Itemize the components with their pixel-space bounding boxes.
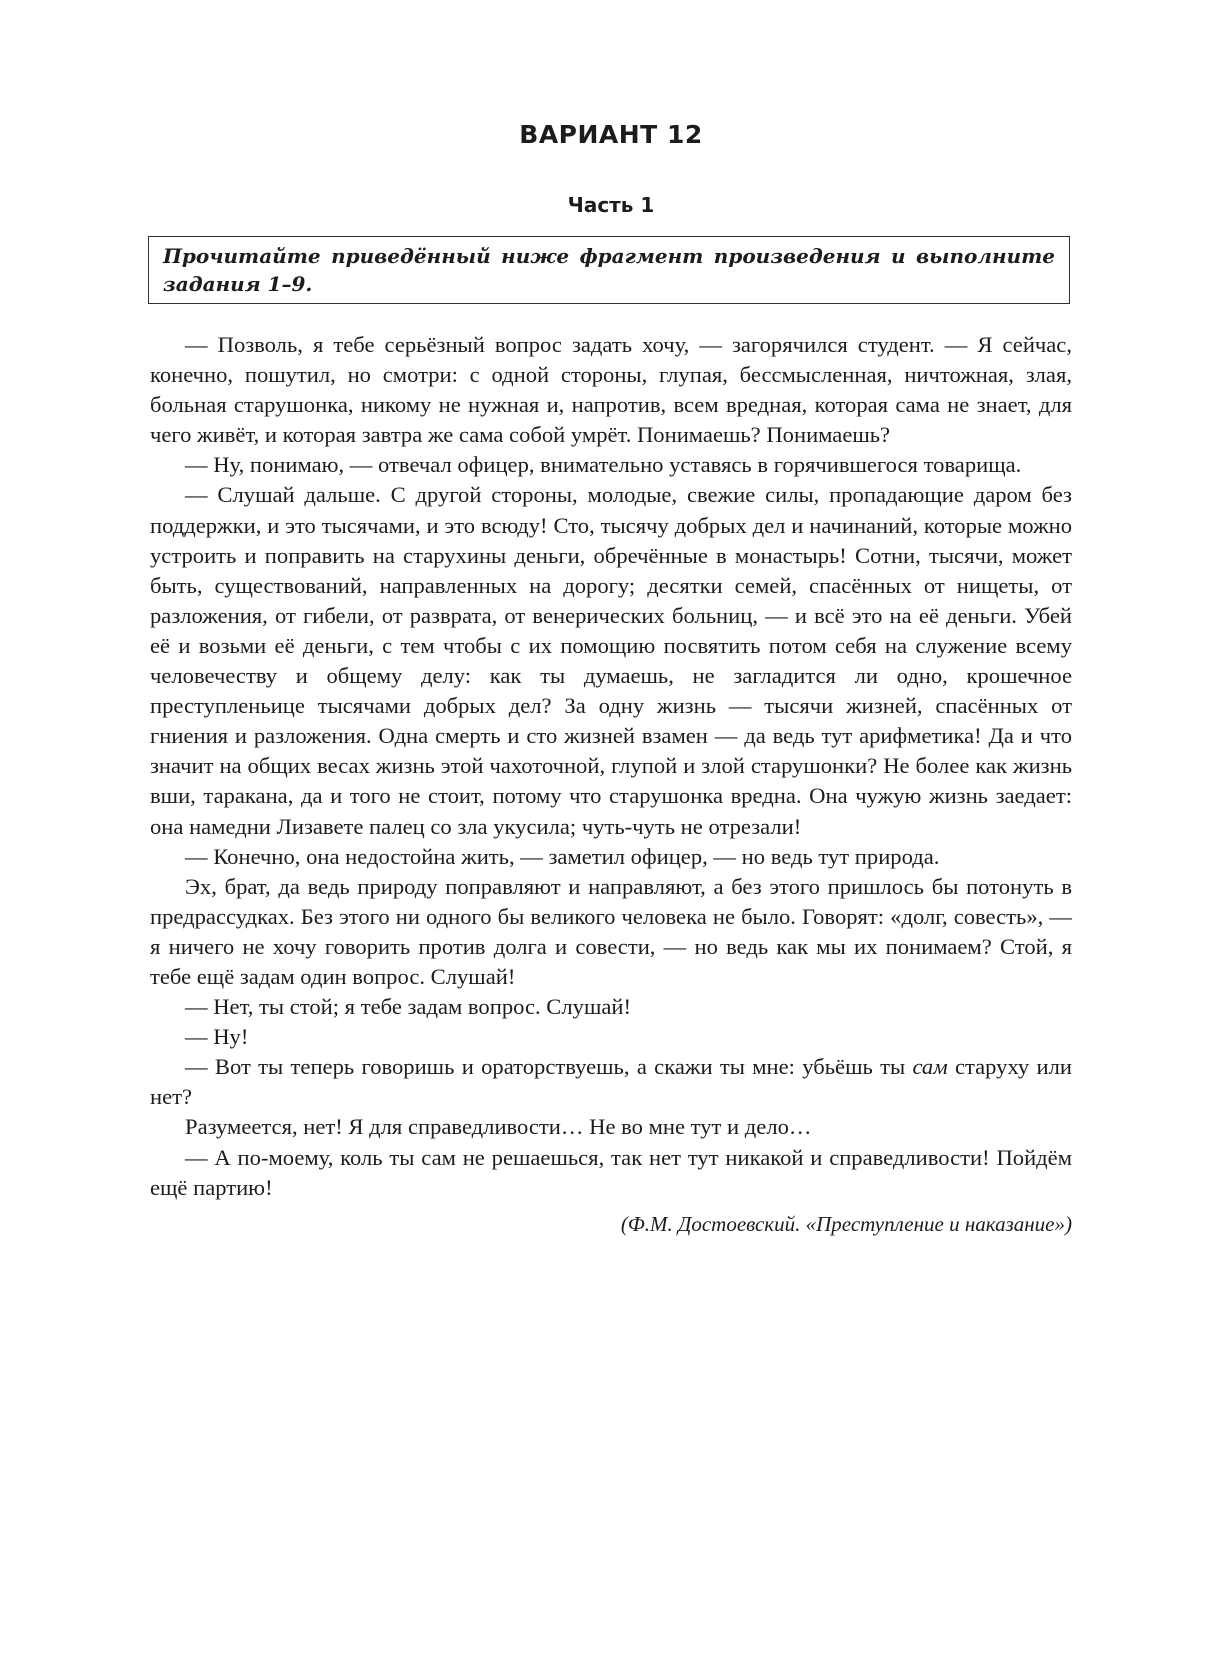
instruction-text: Прочитайте приведённый ниже фрагмент произведения и выполните задания 1–9. bbox=[163, 244, 1055, 296]
excerpt-paragraph: — Нет, ты стой; я тебе задам вопрос. Слушай! bbox=[185, 994, 631, 1020]
variant-title: ВАРИАНТ 12 bbox=[519, 120, 703, 149]
emphasized-word: сам bbox=[912, 1054, 948, 1080]
excerpt-paragraph: — Ну, понимаю, — отвечал офицер, внимательно уставясь в горячившегося товарища. bbox=[185, 452, 1022, 478]
excerpt-paragraph: — Позволь, я тебе серьёзный вопрос задать хочу, — загорячился студент. — Я сейчас, конечно, пошутил, но смотри: с одной стороны, глупая, бессмысленная, ничтожная, злая, больная старушонка, никому не нужная и, напротив, всем вредная, которая сама не знает, для чего живёт, и которая завтра же сама собой умрёт. Понимаешь? Понимаешь? bbox=[150, 332, 1072, 448]
source-attribution: (Ф.М. Достоевский. «Преступление и наказание») bbox=[620, 1211, 1072, 1236]
excerpt-text: — Вот ты теперь говоришь и ораторствуешь, а скажи ты мне: убьёшь ты bbox=[185, 1054, 913, 1080]
literary-excerpt bbox=[150, 330, 1072, 1239]
excerpt-paragraph: — Слушай дальше. С другой стороны, молодые, свежие силы, пропадающие даром без поддержки, и это тысячами, и это всюду! Сто, тысячу добрых дел и начинаний, которые можно устроить и поправить на старухины деньги, обречённые в монастырь! Сотни, тысячи, может быть, существований, направленных на дорогу; десятки семей, спасённых от нищеты, от разложения, от гибели, от разврата, от венерических больниц, — и всё это на её деньги. Убей её и возьми её деньги, с тем чтобы с их помощию посвятить потом себя на служение всему человечеству и общему делу: как ты думаешь, не загладится ли одно, крошечное преступленьице тысячами добрых дел? За одну жизнь — тысячи жизней, спасённых от гниения и разложения. Одна смерть и сто жизней взамен — да ведь тут арифметика! Да и что значит на общих весах жизнь этой чахоточной, глупой и злой старушонки? Не более как жизнь вши, таракана, да и того не стоит, потому что старушонка вредна. Она чужую жизнь заедает: она намедни Лизавете палец со зла укусила; чуть-чуть не отрезали! bbox=[150, 482, 1072, 839]
excerpt-paragraph: — Ну! bbox=[185, 1024, 249, 1050]
excerpt-paragraph: — Конечно, она недостойна жить, — заметил офицер, — но ведь тут природа. bbox=[185, 843, 940, 869]
part-title: Часть 1 bbox=[567, 193, 655, 217]
excerpt-paragraph: Разумеется, нет! Я для справедливости… Не во мне тут и дело… bbox=[185, 1114, 812, 1140]
excerpt-paragraph: — А по-моему, коль ты сам не решаешься, так нет тут никакой и справедливости! Пойдём ещё партию! bbox=[150, 1144, 1072, 1200]
excerpt-paragraph bbox=[150, 1052, 1072, 1112]
excerpt-text: старуху или нет? bbox=[150, 1054, 1072, 1110]
excerpt-paragraph: Эх, брат, да ведь природу поправляют и направляют, а без этого пришлось бы потонуть в предрассудках. Без этого ни одного бы великого человека не было. Говорят: «долг, совесть», — я ничего не хочу говорить против долга и совести, — но ведь как мы их понимаем? Стой, я тебе ещё задам один вопрос. Слушай! bbox=[150, 873, 1072, 989]
instruction-box bbox=[148, 236, 1070, 304]
